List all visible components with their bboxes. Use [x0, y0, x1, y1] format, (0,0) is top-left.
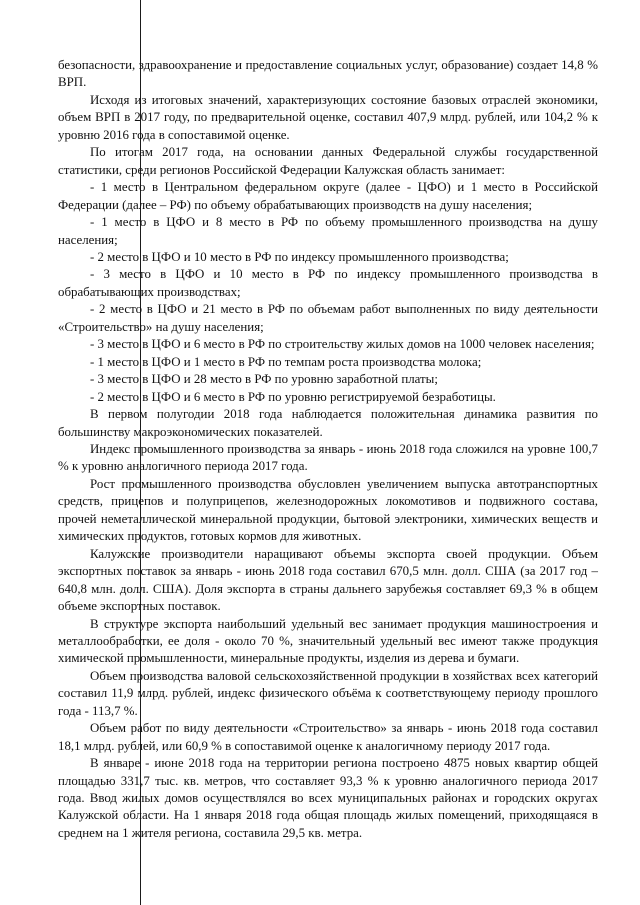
- list-item-ranking-8: - 3 место в ЦФО и 28 место в РФ по уровню заработной платы;: [90, 372, 438, 387]
- paragraph-continuation: безопасности, здравоохранение и предоставление социальных услуг, образование) создает 14,8 % ВРП.: [58, 58, 598, 90]
- paragraph-housing: В январе - июне 2018 года на территории региона построено 4875 новых квартир общей площадью 331,7 тыс. кв. метров, что составляет 93,3 % к уровню аналогичного периода 2017 года. Ввод жилых домов осуществлялся во всех муниципальных районах и городских округах Калужской области. На 1 января 2018 года общая площадь жилых помещений, приходящаяся в среднем на 1 жителя региона, составила 29,5 кв. метра.: [58, 756, 598, 840]
- list-item-ranking-1: - 1 место в Центральном федеральном округе (далее - ЦФО) и 1 место в Российской Федерации (далее – РФ) по объему обрабатывающих производств на душу населения;: [58, 180, 598, 212]
- paragraph-agriculture: Объем производства валовой сельскохозяйственной продукции в хозяйствах всех категорий составил 11,9 млрд. рублей, индекс физического объёма к соответствующему периоду прошлого года - 113,7 %.: [58, 668, 598, 718]
- list-item-ranking-9: - 2 место в ЦФО и 6 место в РФ по уровню регистрируемой безработицы.: [90, 389, 496, 404]
- paragraph-grp-volume: Исходя из итоговых значений, характеризующих состояние базовых отраслей экономики, объем ВРП в 2017 году, по предварительной оценке, составил 407,9 млрд. рублей, или 104,2 % к уровню 2016 года в сопоставимой оценке.: [58, 92, 598, 142]
- document-body: [58, 57, 598, 842]
- list-item-ranking-6: - 3 место в ЦФО и 6 место в РФ по строительству жилых домов на 1000 человек населения;: [90, 337, 595, 352]
- paragraph-rankings-intro: По итогам 2017 года, на основании данных Федеральной службы государственной статистики, среди регионов Российской Федерации Калужская область занимает:: [58, 145, 598, 177]
- paragraph-industrial-index: Индекс промышленного производства за январь - июнь 2018 года сложился на уровне 100,7 % к уровню аналогичного периода 2017 года.: [58, 441, 598, 474]
- list-item-ranking-5: - 2 место в ЦФО и 21 место в РФ по объемам работ выполненных по виду деятельности «Строительство» на душу населения;: [58, 302, 598, 334]
- paragraph-production-growth: Рост промышленного производства обусловлен увеличением выпуска автотранспортных средств, прицепов и полуприцепов, железнодорожных локомотивов и подвижного состава, прочей неметаллической минеральной продукции, бытовой электроники, химических веществ и химических продуктов, готовых кормов для животных.: [58, 476, 598, 544]
- list-item-ranking-4: - 3 место в ЦФО и 10 место в РФ по индексу промышленного производства в обрабатывающих производствах;: [58, 267, 598, 299]
- paragraph-export-structure: В структуре экспорта наибольший удельный вес занимает продукция машиностроения и металлообработки, ее доля - около 70 %, значительный удельный вес имеют также продукция химической промышленности, минеральные продукты, изделия из дерева и бумаги.: [58, 616, 598, 666]
- list-item-ranking-7: - 1 место в ЦФО и 1 место в РФ по темпам роста производства молока;: [90, 354, 482, 369]
- list-item-ranking-3: - 2 место в ЦФО и 10 место в РФ по индексу промышленного производства;: [90, 249, 509, 264]
- paragraph-export-volume: Калужские производители наращивают объемы экспорта своей продукции. Объем экспортных поставок за январь - июнь 2018 года составил 670,5 млн. долл. США (за 2017 год – 640,8 млн. долл. США). Доля экспорта в страны дальнего зарубежья составляет 69,3 % в общем объеме экспортных поставок.: [58, 546, 598, 614]
- paragraph-first-half-2018: В первом полугодии 2018 года наблюдается положительная динамика развития по большинству макроэкономических показателей.: [58, 407, 598, 439]
- list-item-ranking-2: - 1 место в ЦФО и 8 место в РФ по объему промышленного производства на душу населения;: [58, 215, 598, 247]
- paragraph-construction: Объем работ по виду деятельности «Строительство» за январь - июнь 2018 года составил 18,1 млрд. рублей, или 60,9 % в сопоставимой оценке к аналогичному периоду 2017 года.: [58, 721, 598, 753]
